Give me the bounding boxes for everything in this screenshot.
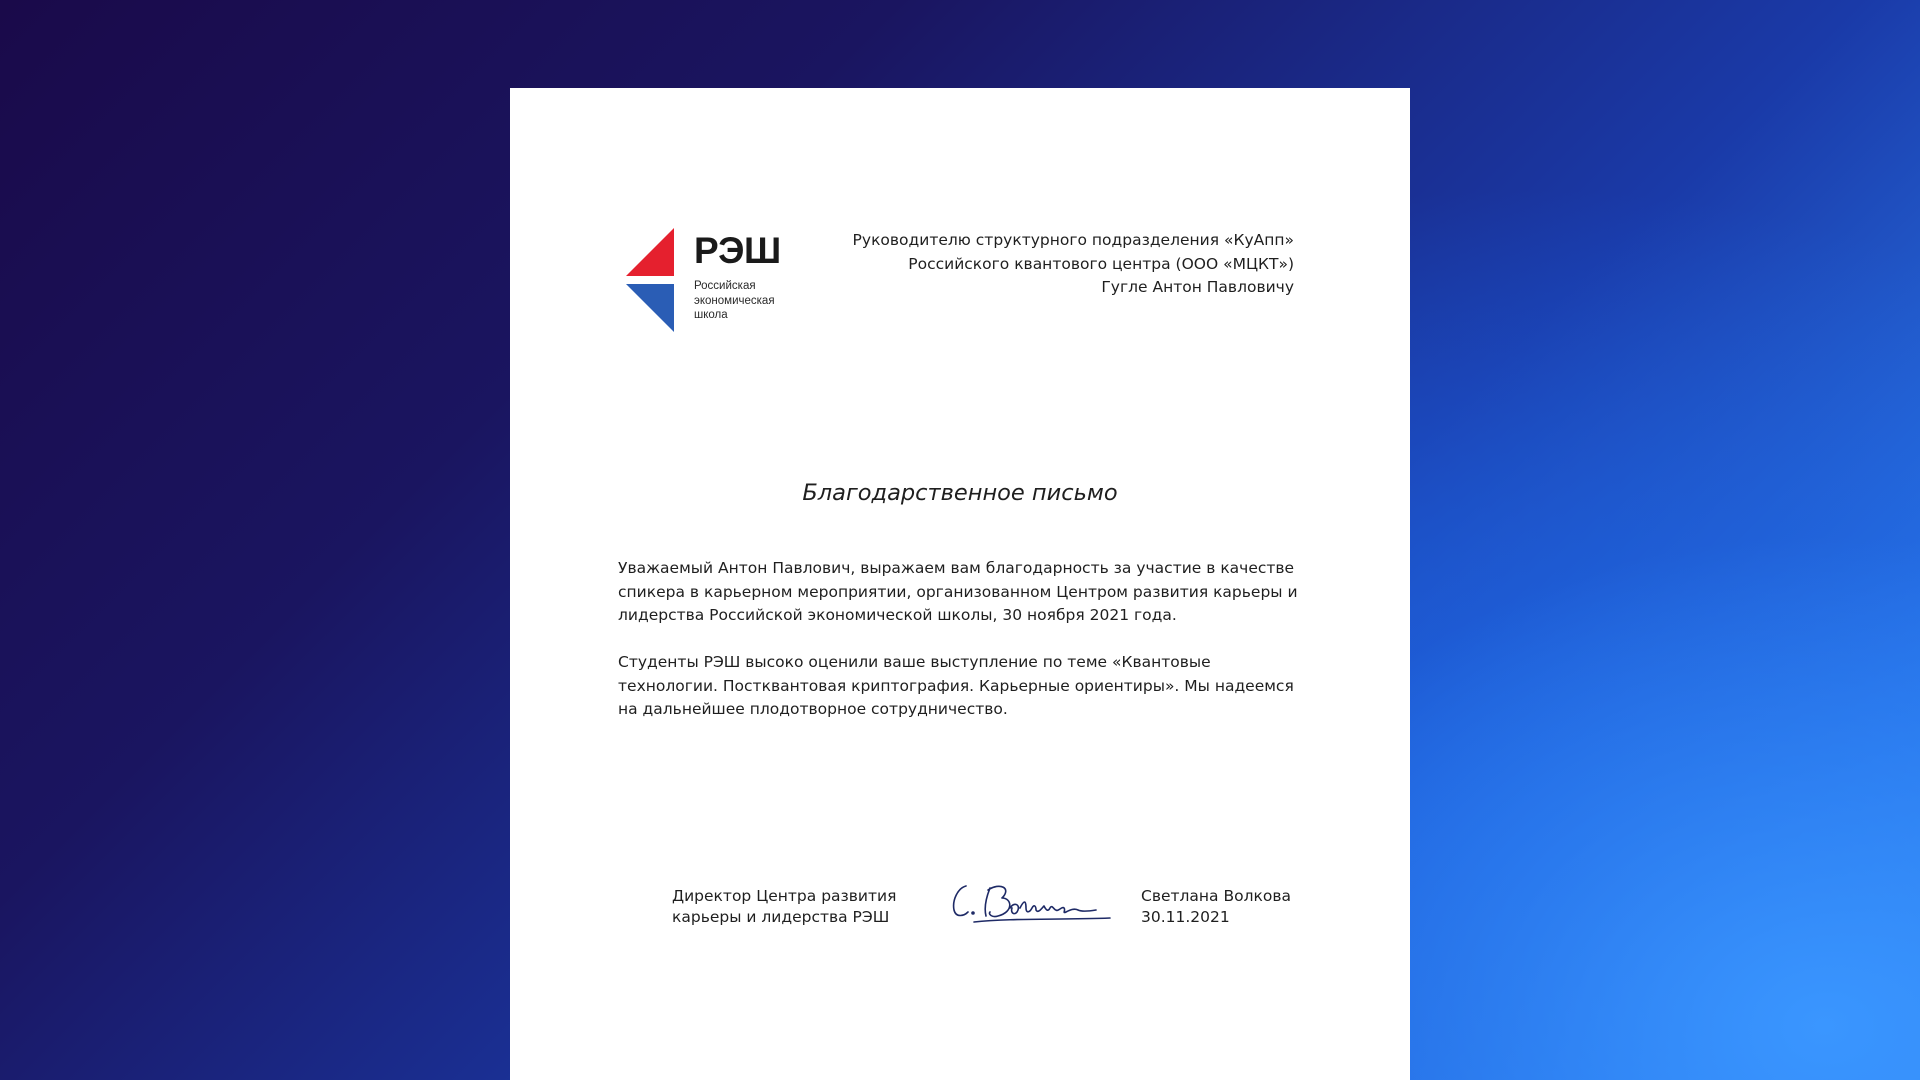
logo-subtitle-line: экономическая bbox=[694, 294, 775, 307]
logo-subtitle-line: школа bbox=[694, 309, 728, 321]
logo-title: РЭШ bbox=[694, 230, 781, 271]
signer-name: Светлана Волкова bbox=[1141, 887, 1291, 905]
logo-triangles-icon bbox=[626, 228, 686, 332]
handwritten-signature bbox=[950, 878, 1125, 928]
letter-body bbox=[618, 557, 1298, 745]
signature-stroke bbox=[985, 886, 1010, 916]
body-paragraph: Студенты РЭШ высоко оценили ваше выступление по теме «Квантовые технологии. Постквантовая криптография. Карьерные ориентиры». Мы надеемся на дальнейшее плодотворное сотрудничество. bbox=[618, 653, 1294, 718]
letter-title: Благодарственное письмо bbox=[802, 480, 1118, 506]
signatory-position bbox=[672, 886, 896, 928]
signature-stroke bbox=[974, 918, 1110, 922]
nes-logo bbox=[626, 228, 786, 340]
signature-date: 30.11.2021 bbox=[1141, 908, 1230, 926]
signer-info bbox=[1141, 886, 1291, 928]
recipient-line: Российского квантового центра (ООО «МЦКТ») bbox=[908, 254, 1294, 273]
logo-subtitle-line: Российская bbox=[694, 280, 756, 292]
letter-sheet bbox=[510, 88, 1410, 1080]
recipient-line: Руководителю структурного подразделения «КуАпп» bbox=[852, 231, 1294, 249]
signature-stroke bbox=[954, 886, 968, 916]
body-paragraph: Уважаемый Антон Павлович, выражаем вам благодарность за участие в качестве спикера в карьерном мероприятии, организованном Центром развития карьеры и лидерства Российской экономической школы, 30 ноября 2021 года. bbox=[618, 559, 1298, 624]
recipient-address bbox=[853, 229, 1294, 300]
logo-subtitle bbox=[694, 279, 794, 323]
logo-blue-triangle bbox=[626, 284, 674, 332]
logo-red-triangle bbox=[626, 228, 674, 276]
signature-stroke bbox=[1010, 902, 1096, 914]
recipient-line: Гугле Антон Павловичу bbox=[1101, 278, 1294, 296]
position-line: Директор Центра развития bbox=[672, 887, 897, 905]
position-line: карьеры и лидерства РЭШ bbox=[672, 908, 890, 926]
signature-dot bbox=[972, 912, 974, 914]
